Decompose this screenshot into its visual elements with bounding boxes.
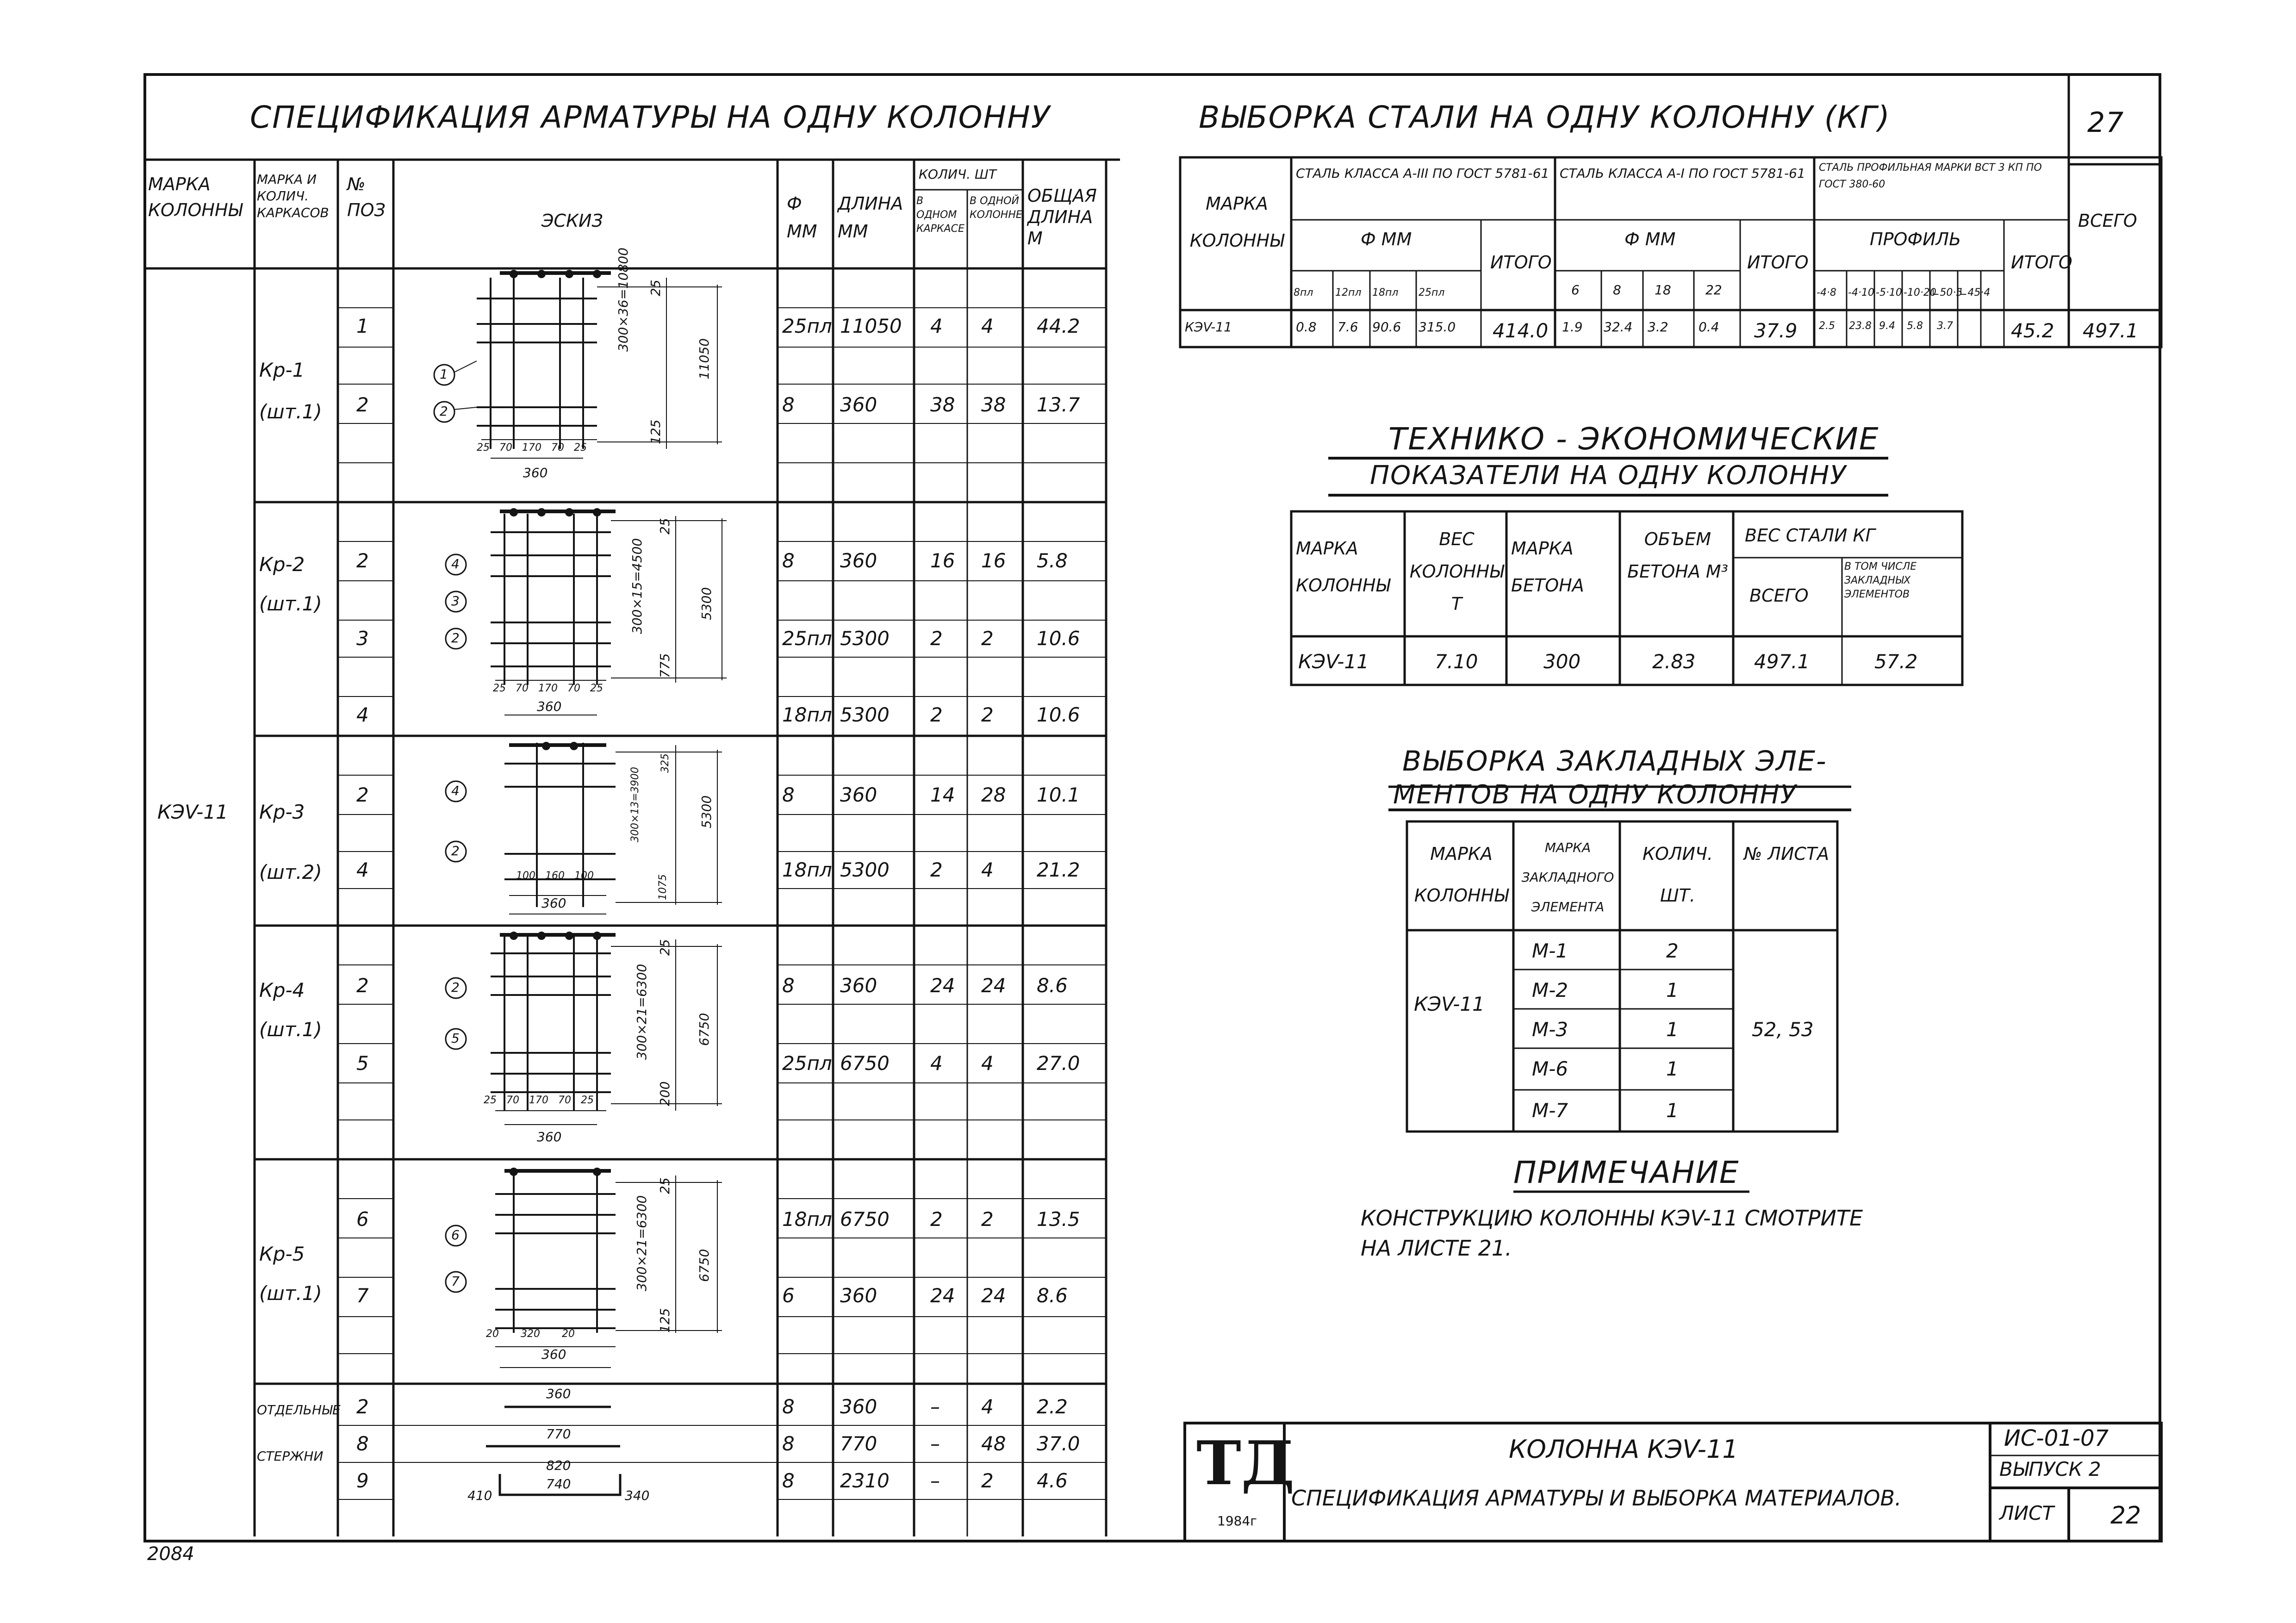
tep-title-2: ПОКАЗАТЕЛИ НА ОДНУ КОЛОННУ <box>1370 460 1847 491</box>
spec-cell-qc: 24 <box>981 974 1006 997</box>
steel-a1-dia: 22 <box>1705 282 1722 298</box>
spec-cell-qc: 48 <box>981 1432 1006 1455</box>
steel-a3-val: 0.8 <box>1296 319 1317 335</box>
tep-header-steel: ВЕС СТАЛИ КГ <box>1745 525 1875 546</box>
stamp-title-1: КОЛОННА КЭV-11 <box>1509 1435 1738 1464</box>
spec-cell-qf: – <box>930 1469 940 1492</box>
spec-cell-tot: 44.2 <box>1037 315 1080 337</box>
spec-cell-dia: 8 <box>782 1395 795 1418</box>
spec-cell-tot: 10.6 <box>1037 703 1080 726</box>
steel-prof-val: 9.4 <box>1879 320 1895 332</box>
tep-volume: 2.83 <box>1652 650 1696 673</box>
sketch-label: 25 <box>657 518 672 535</box>
steel-prof-dia: -10·20 <box>1904 287 1936 298</box>
embed-item-q: 1 <box>1666 1099 1679 1122</box>
spec-cell-len: 6750 <box>840 1208 890 1231</box>
spec-cell-pos: 1 <box>356 315 369 337</box>
frame-name: Кр-1 <box>259 359 305 381</box>
spec-cell-qc: 2 <box>981 627 994 650</box>
spec-header-frame-mark: МАРКА И КОЛИЧ. КАРКАСОВ <box>257 172 329 220</box>
steel-header-fmm: Ф ММ <box>1624 229 1676 249</box>
margin-number: 2084 <box>147 1543 194 1565</box>
spec-cell-qc: 2 <box>981 703 994 726</box>
stamp-sheet-label: ЛИСТ <box>1999 1502 2054 1524</box>
spec-header-total-len: ОБЩАЯ ДЛИНА М <box>1027 186 1097 249</box>
steel-prof-dia: ∟45·4 <box>1959 287 1991 298</box>
spec-cell-pos: 2 <box>356 974 369 997</box>
spec-header-dia: Ф ММ <box>787 193 817 242</box>
frame-name: Кр-3 <box>259 801 305 823</box>
frame-name: Кр-4 <box>259 979 305 1001</box>
embed-item-q: 2 <box>1666 939 1679 962</box>
sketch-label: 25 <box>657 939 672 956</box>
sheet-number: 27 <box>2087 106 2125 139</box>
spec-cell-qc: 28 <box>981 784 1006 806</box>
sketch-label: 300×13=3900 <box>629 767 641 842</box>
embed-header-sheet: № ЛИСТА <box>1743 844 1829 864</box>
tep-title-1: ТЕХНИКО - ЭКОНОМИЧЕСКИЕ <box>1388 421 1879 457</box>
sketch-label: 1075 <box>657 874 669 900</box>
sketch-label: 360 <box>537 699 562 714</box>
sketch-label: 25 70 170 70 25 <box>477 442 587 454</box>
spec-cell-len: 2310 <box>840 1469 890 1492</box>
frame-name: Кр-5 <box>259 1243 305 1265</box>
spec-header-qty-col: В ОДНОЙ КОЛОННЕ <box>970 195 1022 221</box>
spec-cell-qf: 24 <box>930 1284 955 1307</box>
sketch-label: 300×21=6300 <box>634 964 649 1060</box>
steel-prof-dia: -4·10 <box>1848 287 1874 298</box>
sketch-label: 340 <box>625 1488 650 1503</box>
steel-header-itogo: ИТОГО <box>2011 252 2072 273</box>
sketch-label: 775 <box>657 653 672 678</box>
sketch-label: 100 160 100 <box>516 870 594 882</box>
stamp-issue: ВЫПУСК 2 <box>1999 1458 2101 1480</box>
sketch-label: 360 <box>546 1386 571 1401</box>
frame-count: (шт.1) <box>259 1282 322 1305</box>
spec-cell-pos: 2 <box>356 393 369 416</box>
sketch-label: 740 <box>546 1476 571 1492</box>
spec-cell-qc: 38 <box>981 393 1006 416</box>
tep-total: 497.1 <box>1754 650 1810 673</box>
embed-header-mark: МАРКА КОЛОННЫ <box>1414 844 1509 906</box>
spec-cell-len: 5300 <box>840 627 890 650</box>
tep-mark: КЭV-11 <box>1298 650 1369 673</box>
tep-header-concrete: МАРКА БЕТОНА <box>1511 538 1584 596</box>
steel-a3-dia: 12пл <box>1335 287 1362 298</box>
steel-header-prof: СТАЛЬ ПРОФИЛЬНАЯ МАРКИ ВСТ 3 КП ПО ГОСТ 380-60 <box>1819 162 2042 190</box>
steel-a1-val: 1.9 <box>1562 319 1583 335</box>
steel-header-itogo: ИТОГО <box>1747 252 1809 273</box>
sketch-label: 770 <box>546 1426 571 1442</box>
sketch-label: 125 <box>648 419 663 444</box>
spec-cell-qc: 4 <box>981 1052 994 1075</box>
spec-cell-qf: 24 <box>930 974 955 997</box>
sketch-label: 360 <box>537 1129 562 1144</box>
spec-cell-tot: 13.7 <box>1037 393 1080 416</box>
spec-cell-qf: 4 <box>930 1052 943 1075</box>
steel-a3-total: 414.0 <box>1493 319 1549 342</box>
spec-cell-len: 6750 <box>840 1052 890 1075</box>
steel-mark: КЭV-11 <box>1185 319 1232 335</box>
spec-cell-tot: 13.5 <box>1037 1208 1080 1231</box>
steel-prof-dia: ∟50·5 <box>1931 287 1963 298</box>
spec-cell-dia: 8 <box>782 784 795 806</box>
steel-a1-dia: 6 <box>1571 282 1580 298</box>
spec-cell-dia: 18пл <box>782 703 832 726</box>
steel-header-fmm: Ф ММ <box>1361 229 1412 249</box>
frame-count: (шт.1) <box>259 400 322 423</box>
position-marker: 3 <box>451 593 460 609</box>
spec-cell-dia: 8 <box>782 1432 795 1455</box>
spec-cell-dia: 18пл <box>782 1208 832 1231</box>
spec-header-qty-frame: В ОДНОМ КАРКАСЕ <box>916 195 964 235</box>
steel-a1-val: 0.4 <box>1699 319 1719 335</box>
spec-cell-dia: 6 <box>782 1284 795 1307</box>
sketch-label: 25 70 170 70 25 <box>484 1094 594 1106</box>
tep-header-embed: В ТОМ ЧИСЛЕ ЗАКЛАДНЫХ ЭЛЕМЕНТОВ <box>1844 561 1917 600</box>
sketch-label: 300×15=4500 <box>629 538 645 634</box>
steel-prof-dia: -4·8 <box>1817 287 1836 298</box>
bar-dots <box>510 270 601 1176</box>
spec-cell-tot: 37.0 <box>1037 1432 1080 1455</box>
stamp-code: ИС-01-07 <box>2004 1425 2109 1451</box>
spec-cell-qf: – <box>930 1395 940 1418</box>
spec-cell-len: 360 <box>840 549 877 572</box>
spec-cell-tot: 8.6 <box>1037 1284 1068 1307</box>
spec-cell-tot: 4.6 <box>1037 1469 1068 1492</box>
sketch-label: 300×21=6300 <box>634 1195 649 1291</box>
spec-title: СПЕЦИФИКАЦИЯ АРМАТУРЫ НА ОДНУ КОЛОННУ <box>250 99 1051 135</box>
position-marker: 2 <box>451 980 460 995</box>
steel-a3-val: 315.0 <box>1419 319 1456 335</box>
embed-item-q: 1 <box>1666 1018 1679 1041</box>
embed-sheet: 52, 53 <box>1752 1018 1814 1041</box>
frame-name: ОТДЕЛЬНЫЕ <box>257 1402 341 1418</box>
steel-prof-total: 45.2 <box>2011 319 2054 342</box>
sketch-label: 6750 <box>697 1013 712 1046</box>
steel-a3-dia: 18пл <box>1372 287 1399 298</box>
steel-header-a3: СТАЛЬ КЛАССА А-III ПО ГОСТ 5781-61 <box>1296 166 1549 181</box>
spec-cell-pos: 7 <box>356 1284 369 1307</box>
sketch-label: 360 <box>541 1347 566 1362</box>
spec-cell-qc: 2 <box>981 1469 994 1492</box>
tep-weight: 7.10 <box>1435 650 1478 673</box>
embed-header-qty: КОЛИЧ. ШТ. <box>1642 844 1713 906</box>
sketch-label: 25 <box>657 1177 672 1194</box>
tep-header-volume: ОБЪЕМ БЕТОНА М³ <box>1627 529 1728 582</box>
sketch-label: 25 70 170 70 25 <box>493 683 603 694</box>
spec-cell-qf: 16 <box>930 549 955 572</box>
frame-count: СТЕРЖНИ <box>257 1449 324 1464</box>
spec-cell-tot: 10.6 <box>1037 627 1080 650</box>
spec-cell-qf: 2 <box>930 1208 943 1231</box>
spec-cell-pos: 2 <box>356 549 369 572</box>
spec-cell-tot: 27.0 <box>1037 1052 1080 1075</box>
steel-a1-dia: 8 <box>1613 282 1621 298</box>
steel-header-profil: ПРОФИЛЬ <box>1870 229 1961 249</box>
steel-header-mark: МАРКА КОЛОННЫ <box>1189 193 1284 251</box>
spec-cell-qf: 38 <box>930 393 955 416</box>
spec-cell-len: 5300 <box>840 858 890 881</box>
embed-mark: КЭV-11 <box>1414 993 1485 1015</box>
sketch-label: 200 <box>657 1081 672 1106</box>
spec-cell-dia: 8 <box>782 1469 795 1492</box>
steel-header-total: ВСЕГО <box>2078 211 2137 231</box>
spec-cell-len: 360 <box>840 784 877 806</box>
embed-title-2: МЕНТОВ НА ОДНУ КОЛОННУ <box>1393 780 1797 810</box>
spec-cell-len: 11050 <box>840 315 902 337</box>
sketch-label: 20 320 20 <box>486 1328 575 1340</box>
position-marker: 2 <box>451 843 460 858</box>
spec-cell-pos: 3 <box>356 627 369 650</box>
steel-prof-val: 3.7 <box>1937 320 1953 332</box>
position-marker: 4 <box>451 556 460 572</box>
stamp-sheet-number: 22 <box>2110 1502 2141 1530</box>
tep-concrete: 300 <box>1543 650 1581 673</box>
spec-cell-qc: 4 <box>981 315 994 337</box>
spec-cell-pos: 4 <box>356 703 369 726</box>
frame-count: (шт.1) <box>259 592 322 615</box>
position-marker: 1 <box>440 367 448 382</box>
spec-header-pos: № ПОЗ <box>347 174 386 220</box>
note-text-2: НА ЛИСТЕ 21. <box>1361 1236 1512 1261</box>
spec-cell-dia: 25пл <box>782 315 832 337</box>
spec-cell-tot: 5.8 <box>1037 549 1068 572</box>
frame-count: (шт.2) <box>259 861 322 883</box>
tep-embed: 57.2 <box>1874 650 1918 673</box>
spec-cell-qc: 16 <box>981 549 1006 572</box>
spec-header-length: ДЛИНА ММ <box>838 193 903 242</box>
steel-prof-val: 2.5 <box>1819 320 1835 332</box>
steel-a1-dia: 18 <box>1655 282 1671 298</box>
stamp-year: 1984г <box>1217 1513 1257 1529</box>
spec-cell-pos: 5 <box>356 1052 369 1075</box>
steel-title: ВЫБОРКА СТАЛИ НА ОДНУ КОЛОННУ (КГ) <box>1199 99 1891 135</box>
embed-item-m: М-7 <box>1532 1099 1568 1122</box>
sketch-label: 360 <box>541 895 566 911</box>
embed-item-m: М-1 <box>1532 939 1568 962</box>
spec-cell-qf: 14 <box>930 784 955 806</box>
spec-cell-dia: 8 <box>782 974 795 997</box>
position-marker: 6 <box>451 1227 460 1243</box>
tep-header-weight: ВЕС КОЛОННЫ Т <box>1409 529 1504 614</box>
sketch-label: 5300 <box>699 795 714 828</box>
spec-cell-tot: 10.1 <box>1037 784 1080 806</box>
embed-header-emark: МАРКА ЗАКЛАДНОГО ЭЛЕМЕНТА <box>1521 840 1614 914</box>
sketch-label: 410 <box>467 1488 492 1503</box>
sketch-label: 11050 <box>697 338 712 379</box>
spec-cell-qc: 24 <box>981 1284 1006 1307</box>
spec-header-sketch: ЭСКИЗ <box>541 211 603 231</box>
sketch-label: 300×36=10800 <box>616 247 631 352</box>
embed-title-1: ВЫБОРКА ЗАКЛАДНЫХ ЭЛЕ- <box>1402 745 1827 777</box>
spec-cell-qc: 4 <box>981 1395 994 1418</box>
steel-prof-dia: -5·10 <box>1876 287 1902 298</box>
frame-name: Кр-2 <box>259 553 305 576</box>
spec-cell-tot: 21.2 <box>1037 858 1080 881</box>
steel-a3-val: 7.6 <box>1338 319 1358 335</box>
position-marker: 2 <box>451 630 460 646</box>
spec-cell-qf: 4 <box>930 315 943 337</box>
position-marker: 2 <box>440 404 448 419</box>
spec-cell-pos: 2 <box>356 784 369 806</box>
spec-cell-pos: 4 <box>356 858 369 881</box>
spec-cell-len: 770 <box>840 1432 877 1455</box>
stamp-title-2: СПЕЦИФИКАЦИЯ АРМАТУРЫ И ВЫБОРКА МАТЕРИАЛОВ. <box>1291 1486 1902 1511</box>
spec-cell-qf: 2 <box>930 703 943 726</box>
publisher-logo: ТД <box>1196 1428 1295 1499</box>
spec-cell-dia: 8 <box>782 393 795 416</box>
frame-count: (шт.1) <box>259 1018 322 1041</box>
tep-header-total: ВСЕГО <box>1749 585 1809 606</box>
steel-a1-val: 32.4 <box>1604 319 1633 335</box>
spec-header-col-mark: МАРКА КОЛОННЫ <box>148 174 243 220</box>
spec-cell-len: 5300 <box>840 703 890 726</box>
embed-item-m: М-3 <box>1532 1018 1568 1041</box>
spec-cell-qc: 4 <box>981 858 994 881</box>
spec-cell-dia: 25пл <box>782 627 832 650</box>
steel-grand-total: 497.1 <box>2083 319 2139 342</box>
spec-cell-tot: 8.6 <box>1037 974 1068 997</box>
sketch-label: 325 <box>660 753 671 773</box>
steel-prof-val: 5.8 <box>1907 320 1923 332</box>
steel-header-a1: СТАЛЬ КЛАССА А-I ПО ГОСТ 5781-61 <box>1560 166 1805 181</box>
steel-header-itogo: ИТОГО <box>1490 252 1552 273</box>
spec-header-qty: КОЛИЧ. ШТ <box>919 167 996 182</box>
steel-a1-val: 3.2 <box>1648 319 1668 335</box>
sketch-label: 820 <box>546 1458 571 1473</box>
embed-item-q: 1 <box>1666 1057 1679 1080</box>
position-marker: 7 <box>451 1274 460 1289</box>
spec-cell-tot: 2.2 <box>1037 1395 1068 1418</box>
steel-a3-dia: 25пл <box>1419 287 1445 298</box>
spec-cell-qc: 2 <box>981 1208 994 1231</box>
spec-cell-len: 360 <box>840 1395 877 1418</box>
embed-item-m: М-6 <box>1532 1057 1568 1080</box>
note-text-1: КОНСТРУКЦИЮ КОЛОННЫ КЭV-11 СМОТРИТЕ <box>1361 1206 1863 1231</box>
spec-cell-pos: 2 <box>356 1395 369 1418</box>
spec-cell-len: 360 <box>840 974 877 997</box>
spec-cell-qf: – <box>930 1432 940 1455</box>
sketch-label: 125 <box>657 1308 672 1333</box>
embed-item-m: М-2 <box>1532 979 1568 1001</box>
spec-cell-qf: 2 <box>930 627 943 650</box>
position-marker: 5 <box>451 1031 460 1046</box>
spec-cell-pos: 9 <box>356 1469 369 1492</box>
embed-item-q: 1 <box>1666 979 1679 1001</box>
position-marker: 4 <box>451 783 460 798</box>
steel-a3-dia: 8пл <box>1294 287 1313 298</box>
spec-cell-len: 360 <box>840 393 877 416</box>
spec-cell-qf: 2 <box>930 858 943 881</box>
spec-cell-pos: 6 <box>356 1208 369 1231</box>
spec-cell-len: 360 <box>840 1284 877 1307</box>
sketch-label: 6750 <box>697 1249 712 1282</box>
spec-column-mark: КЭV-11 <box>157 801 228 823</box>
steel-prof-val: 23.8 <box>1849 320 1872 332</box>
sketch-label: 25 <box>648 280 663 296</box>
spec-cell-pos: 8 <box>356 1432 369 1455</box>
spec-cell-dia: 25пл <box>782 1052 832 1075</box>
sketch-label: 5300 <box>699 587 714 620</box>
spec-cell-dia: 18пл <box>782 858 832 881</box>
steel-a1-total: 37.9 <box>1754 319 1798 342</box>
sketch-label: 360 <box>523 465 548 480</box>
steel-a3-val: 90.6 <box>1372 319 1401 335</box>
spec-cell-dia: 8 <box>782 549 795 572</box>
tep-header-mark: МАРКА КОЛОННЫ <box>1296 538 1390 596</box>
note-title: ПРИМЕЧАНИЕ <box>1513 1155 1740 1190</box>
